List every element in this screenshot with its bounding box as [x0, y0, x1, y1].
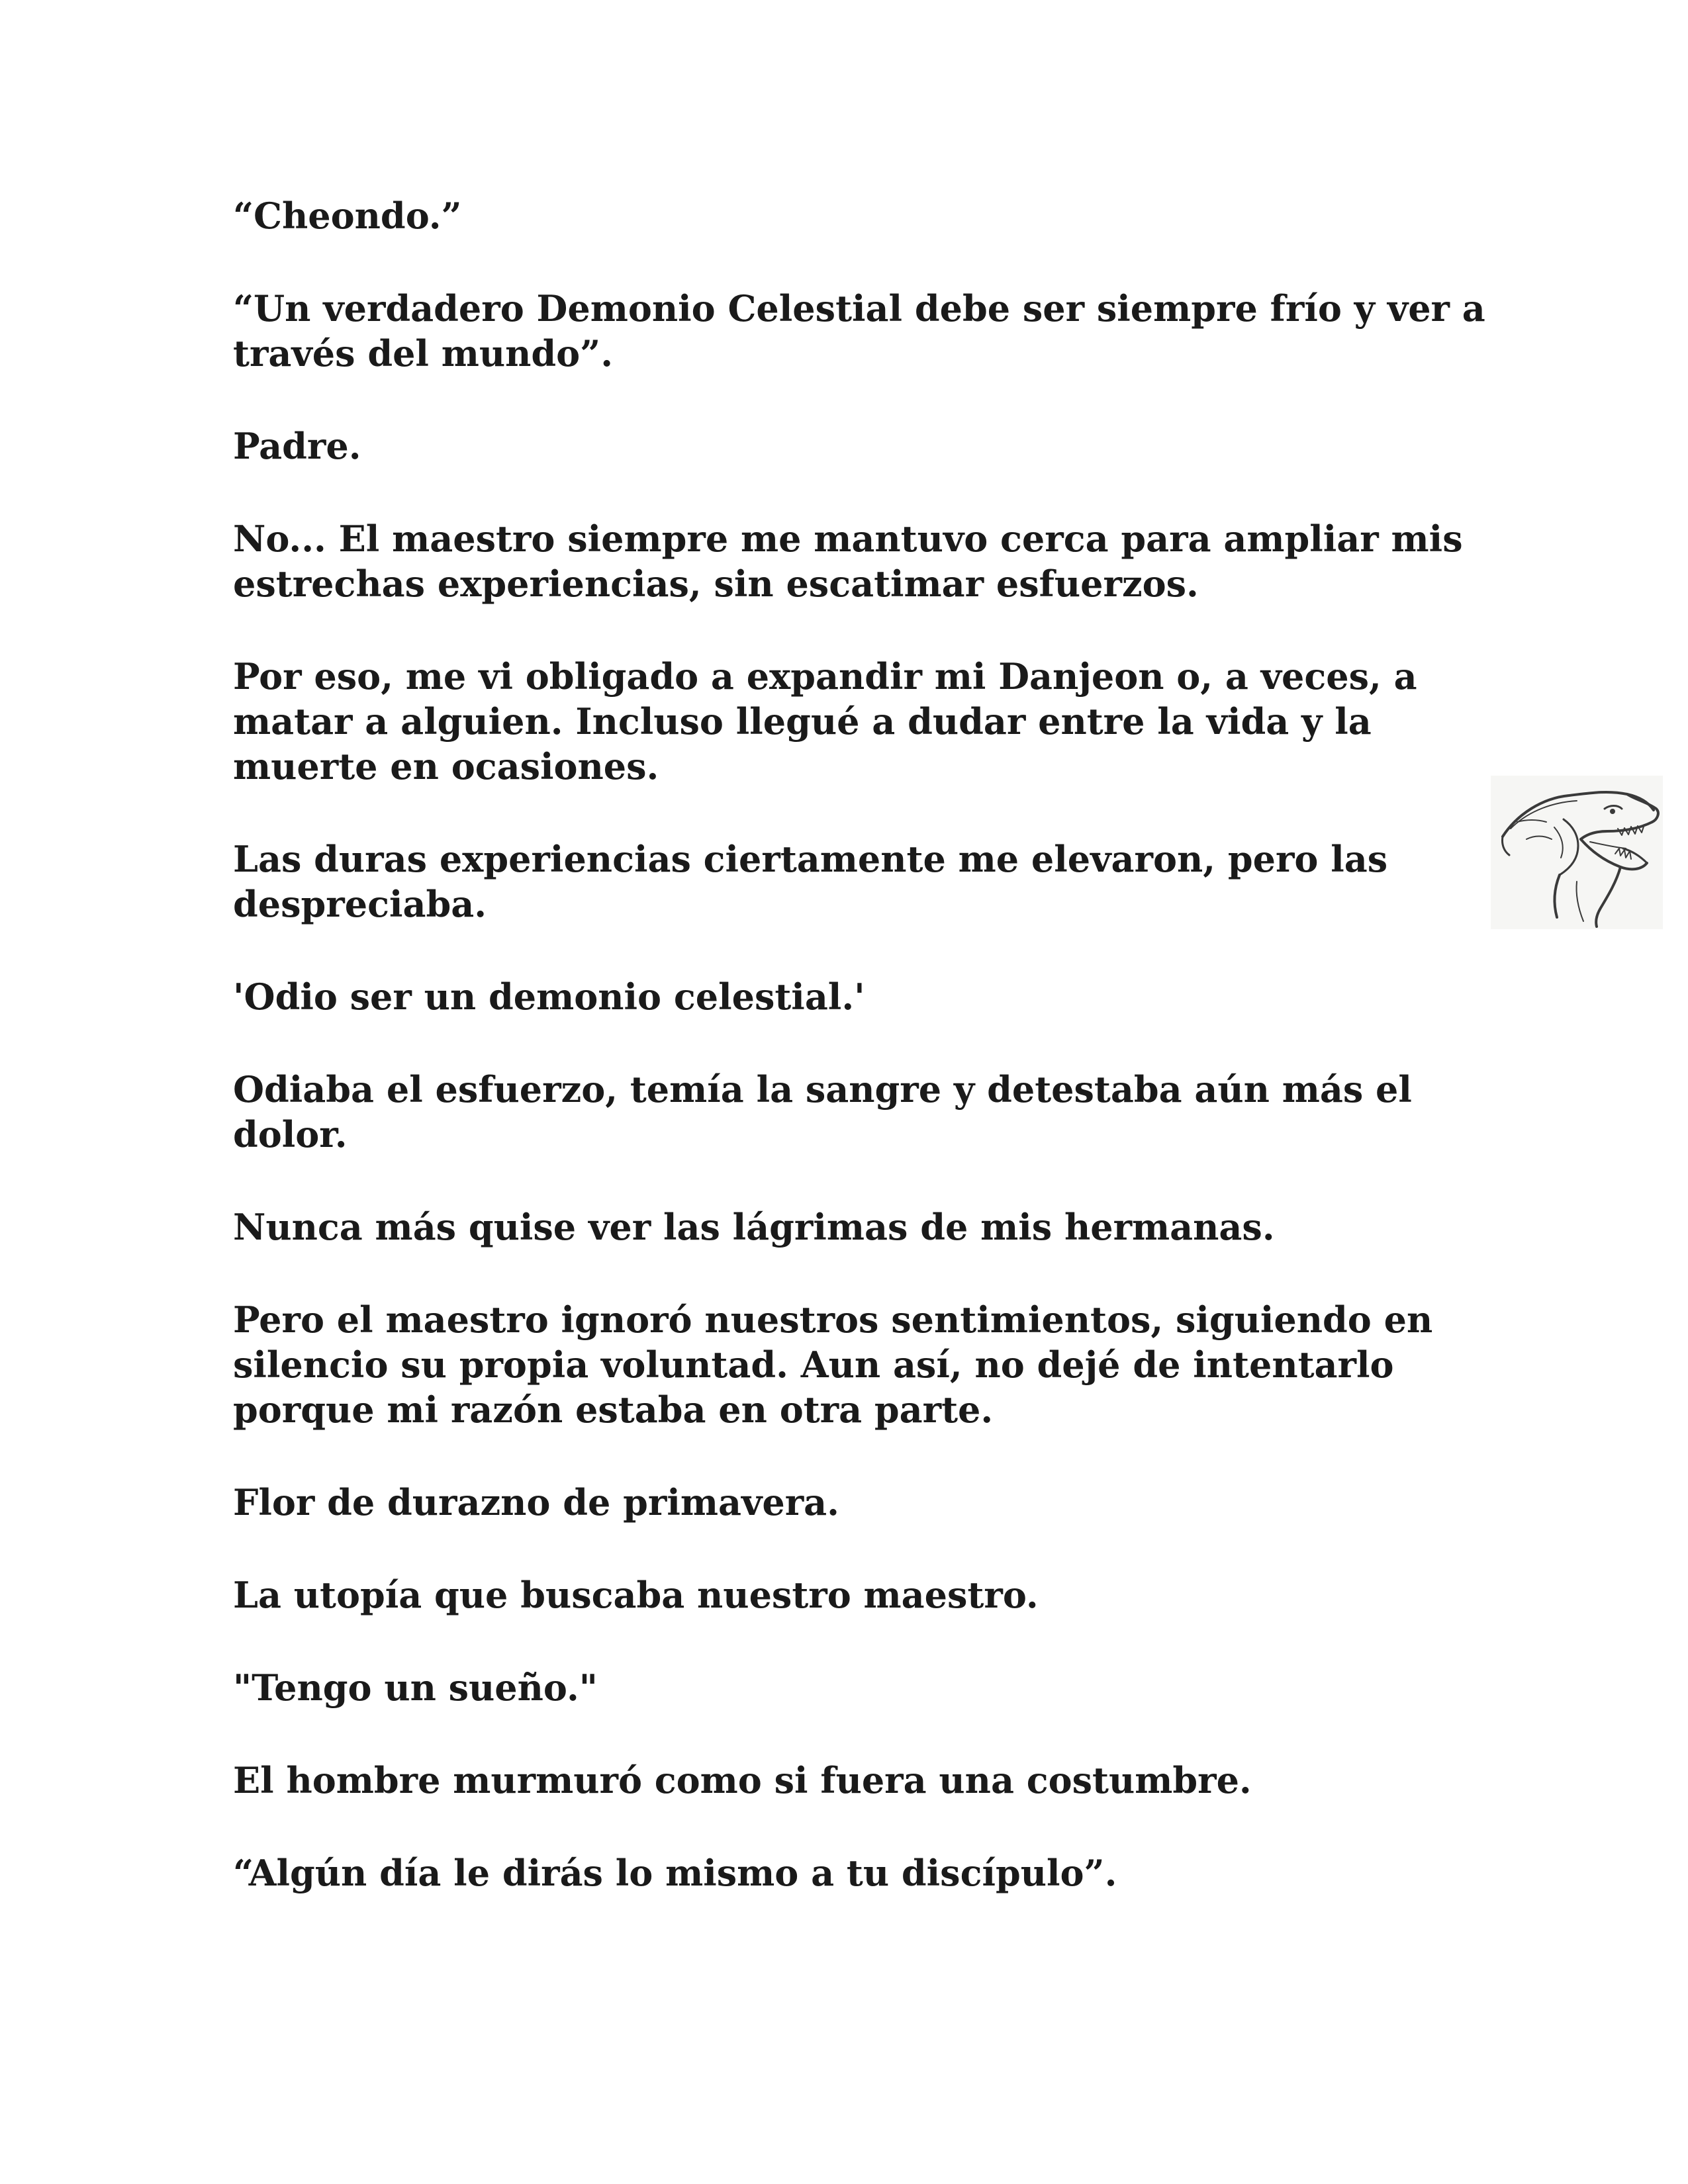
paragraph: Nunca más quise ver las lágrimas de mis hermanas. [233, 1206, 1275, 1248]
paragraph: No... El maestro siempre me mantuvo cerca para ampliar mis estrechas experiencias, sin escatimar esfuerzos. [233, 518, 1463, 605]
text-body [233, 193, 1504, 1895]
paragraph: Las duras experiencias ciertamente me elevaron, pero las despreciaba. [233, 838, 1388, 925]
paragraph: La utopía que buscaba nuestro maestro. [233, 1574, 1039, 1616]
paragraph: “Cheondo.” [233, 195, 462, 237]
paragraph: Odiaba el esfuerzo, temía la sangre y detestaba aún más el dolor. [233, 1068, 1412, 1156]
paragraph: "Tengo un sueño." [233, 1666, 598, 1709]
paragraph: Flor de durazno de primavera. [233, 1481, 839, 1524]
paragraph: 'Odio ser un demonio celestial.' [233, 976, 865, 1018]
paragraph: Padre. [233, 425, 361, 467]
paragraph: Por eso, me vi obligado a expandir mi Danjeon o, a veces, a matar a alguien. Incluso llegué a dudar entre la vida y la muerte en ocasiones. [233, 655, 1417, 788]
dinosaur-head-sketch-icon [1491, 776, 1663, 929]
paragraph: “Un verdadero Demonio Celestial debe ser siempre frío y ver a través del mundo”. [233, 287, 1485, 375]
paragraph: Pero el maestro ignoró nuestros sentimientos, siguiendo en silencio su propia voluntad. Aun así, no dejé de intentarlo porque mi razón estaba en otra parte. [233, 1298, 1433, 1431]
paragraph: “Algún día le dirás lo mismo a tu discípulo”. [233, 1852, 1117, 1894]
paragraph: El hombre murmuró como si fuera una costumbre. [233, 1759, 1252, 1801]
